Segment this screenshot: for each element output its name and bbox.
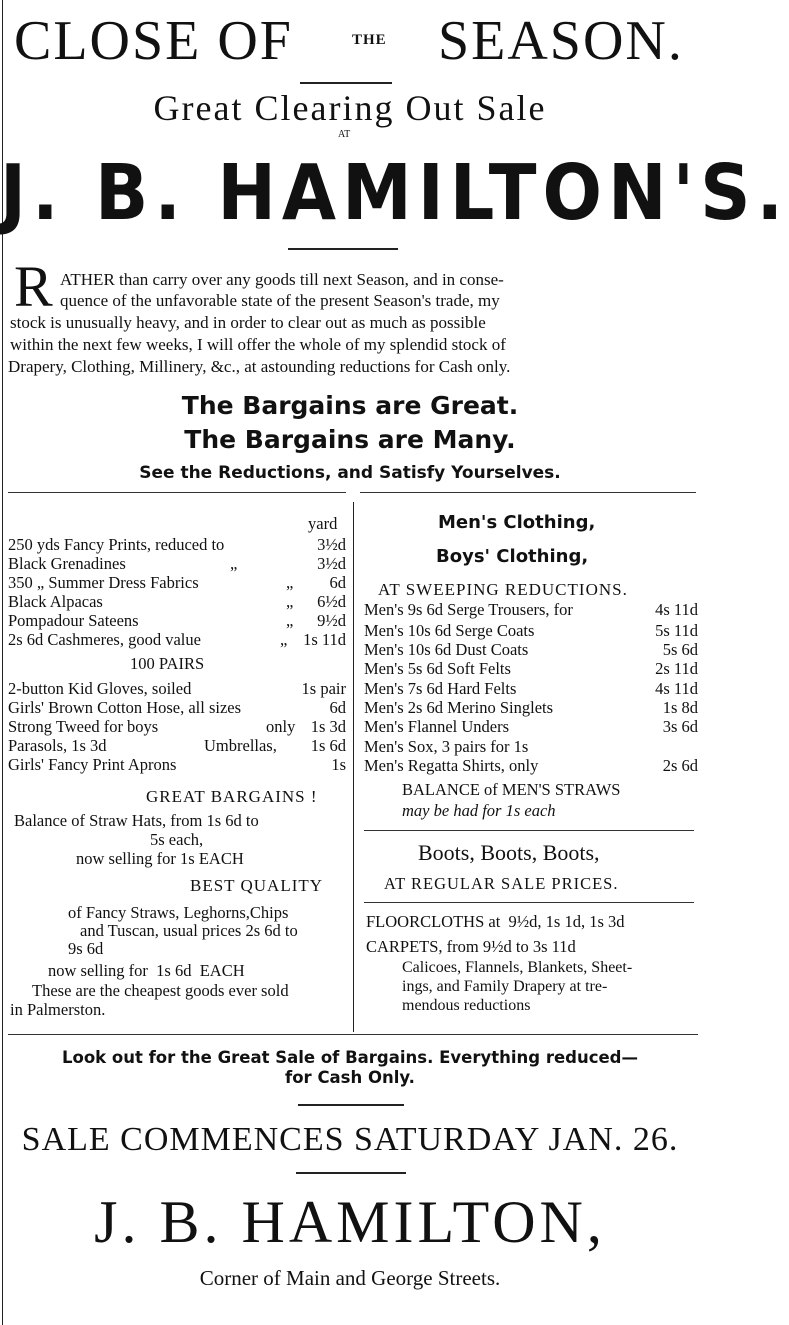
headline bbox=[0, 6, 700, 76]
firm-rule bbox=[288, 248, 398, 250]
slogan-see: See the Reductions, and Satisfy Yourselves. bbox=[139, 463, 561, 483]
pairs-price: 1s pair bbox=[301, 679, 346, 698]
mens-item: Men's 2s 6d Merino Singlets bbox=[364, 698, 554, 717]
lookout-line-1: Look out for the Great Sale of Bargains. Everything reduced— bbox=[62, 1048, 638, 1067]
header-rule bbox=[300, 82, 392, 84]
left-item-row bbox=[8, 630, 346, 649]
left-item-price: 3½d bbox=[317, 554, 346, 573]
pairs-label: Girls' Brown Cotton Hose, all sizes bbox=[8, 698, 242, 717]
mens-price: 5s 6d bbox=[662, 640, 698, 659]
floorcloths: FLOORCLOTHS at 9½d, 1s 1d, 1s 3d bbox=[366, 912, 625, 931]
mens-row bbox=[364, 659, 698, 678]
calicoes-line-2: ings, and Family Drapery at tre- bbox=[402, 978, 608, 995]
mens-item: Men's Regatta Shirts, only bbox=[364, 756, 539, 775]
intro-dropcap: R bbox=[14, 254, 53, 319]
cheapest-line-1: These are the cheapest goods ever sold bbox=[32, 981, 289, 1000]
may-be-had: may be had for 1s each bbox=[402, 801, 556, 820]
left-item-price: 6½d bbox=[317, 592, 346, 611]
pairs-note: Umbrellas, bbox=[204, 736, 277, 755]
slogan-many: The Bargains are Many. bbox=[184, 425, 516, 454]
fancy-line-2: and Tuscan, usual prices 2s 6d to bbox=[80, 921, 298, 940]
mens-item: Men's Sox, 3 pairs for 1s bbox=[364, 737, 529, 756]
intro-line-3: stock is unusually heavy, and in order to clear out as much as possible bbox=[10, 313, 486, 332]
balance-straws: BALANCE of MEN'S STRAWS bbox=[402, 780, 621, 799]
straw-line-1: Balance of Straw Hats, from 1s 6d to bbox=[14, 811, 259, 830]
mens-item: Men's 10s 6d Dust Coats bbox=[364, 640, 529, 659]
footer-name: J. B. HAMILTON, bbox=[94, 1189, 606, 1255]
mens-row bbox=[364, 621, 698, 640]
calicoes-line-1: Calicoes, Flannels, Blankets, Sheet- bbox=[402, 959, 633, 976]
mens-item: Men's 10s 6d Serge Coats bbox=[364, 621, 535, 640]
straw-line-2: 5s each, bbox=[150, 830, 204, 849]
great-bargains: GREAT BARGAINS ! bbox=[146, 787, 318, 806]
left-item-row bbox=[8, 535, 346, 554]
section-rule-top-right bbox=[360, 492, 696, 493]
intro-line-4: within the next few weeks, I will offer the whole of my splendid stock of bbox=[10, 335, 506, 354]
pairs-price: 6d bbox=[329, 698, 346, 717]
regular-prices: AT REGULAR SALE PRICES. bbox=[384, 874, 619, 893]
pairs-note: only bbox=[266, 717, 296, 736]
ditto-mark: „ bbox=[286, 573, 294, 592]
footer-rule bbox=[8, 1034, 698, 1035]
left-item-price: 1s 11d bbox=[303, 630, 346, 649]
pairs-row bbox=[8, 717, 346, 736]
mens-row bbox=[364, 737, 698, 756]
mens-price: 2s 6d bbox=[662, 756, 698, 775]
ditto-mark: „ bbox=[286, 592, 294, 611]
pairs-price: 1s 6d bbox=[310, 736, 346, 755]
mens-price: 1s 8d bbox=[662, 698, 698, 717]
mens-row bbox=[364, 756, 698, 775]
ditto-mark: „ bbox=[280, 630, 288, 649]
left-item-price: 3½d bbox=[317, 535, 346, 554]
slogan-great: The Bargains are Great. bbox=[181, 391, 519, 420]
firm-name: J. B. HAMILTON'S. bbox=[0, 147, 789, 238]
mens-item: Men's 5s 6d Soft Felts bbox=[364, 659, 511, 678]
carpets: CARPETS, from 9½d to 3s 11d bbox=[366, 937, 576, 956]
pairs-price: 1s bbox=[331, 755, 346, 774]
mens-price: 4s 11d bbox=[655, 679, 698, 698]
mens-price: 5s 11d bbox=[655, 621, 698, 640]
pairs-price: 1s 3d bbox=[310, 717, 346, 736]
mens-price: 4s 11d bbox=[655, 600, 698, 619]
mens-row bbox=[364, 679, 698, 698]
mens-item: Men's 7s 6d Hard Felts bbox=[364, 679, 517, 698]
left-item-row bbox=[8, 554, 346, 573]
mens-row bbox=[364, 640, 698, 659]
mens-row bbox=[364, 600, 698, 619]
intro-line-2: quence of the unfavorable state of the present Season's trade, my bbox=[60, 291, 500, 310]
pairs-label: Girls' Fancy Print Aprons bbox=[8, 755, 177, 774]
headline-close-of: CLOSE OF bbox=[14, 10, 293, 72]
lookout-line-2: for Cash Only. bbox=[285, 1068, 415, 1087]
name-rule bbox=[296, 1172, 406, 1174]
straw-line-3: now selling for 1s EACH bbox=[76, 849, 244, 868]
cheapest-line-2: in Palmerston. bbox=[10, 1000, 106, 1019]
pairs-row bbox=[8, 698, 346, 717]
boots-heading: Boots, Boots, Boots, bbox=[418, 840, 600, 865]
left-item-label: Pompadour Sateens bbox=[8, 611, 139, 630]
fancy-line-1: of Fancy Straws, Leghorns,Chips bbox=[68, 903, 289, 922]
mens-clothing: Men's Clothing, bbox=[438, 512, 596, 533]
column-divider bbox=[353, 502, 354, 1032]
pairs-row bbox=[8, 755, 346, 774]
boots-rule bbox=[364, 830, 694, 831]
pairs-label: Parasols, 1s 3d bbox=[8, 736, 107, 755]
pairs-row bbox=[8, 679, 346, 698]
mens-price: 2s 11d bbox=[655, 659, 698, 678]
left-item-row bbox=[8, 611, 346, 630]
mens-row bbox=[364, 698, 698, 717]
section-rule-top bbox=[8, 492, 346, 493]
left-item-label: Black Grenadines bbox=[8, 554, 126, 573]
intro-line-1: ATHER than carry over any goods till next Season, and in conse- bbox=[60, 270, 504, 289]
commences-rule bbox=[298, 1104, 404, 1106]
subtitle: Great Clearing Out Sale bbox=[153, 88, 547, 128]
left-item-label: Black Alpacas bbox=[8, 592, 103, 611]
now-selling: now selling for 1s 6d EACH bbox=[48, 961, 245, 980]
footer-address: Corner of Main and George Streets. bbox=[199, 1266, 501, 1290]
calicoes-line-3: mendous reductions bbox=[402, 997, 531, 1014]
sweeping-reductions: AT SWEEPING REDUCTIONS. bbox=[378, 580, 628, 599]
left-unit: yard bbox=[308, 514, 338, 533]
mens-item: Men's Flannel Unders bbox=[364, 717, 510, 736]
mens-row bbox=[364, 717, 698, 736]
mens-item: Men's 9s 6d Serge Trousers, for bbox=[364, 600, 573, 619]
headline-season: SEASON. bbox=[438, 10, 684, 72]
at-label: AT bbox=[338, 129, 351, 140]
pairs-row bbox=[8, 736, 346, 755]
left-item-label: 250 yds Fancy Prints, reduced to bbox=[8, 535, 225, 554]
left-item-label: 2s 6d Cashmeres, good value bbox=[8, 630, 201, 649]
sale-commences: SALE COMMENCES SATURDAY JAN. 26. bbox=[21, 1121, 679, 1158]
pairs-heading: 100 PAIRS bbox=[130, 654, 205, 673]
pairs-label: 2-button Kid Gloves, soiled bbox=[8, 679, 192, 698]
pairs-label: Strong Tweed for boys bbox=[8, 717, 159, 736]
headline-the: THE bbox=[352, 32, 387, 48]
left-item-label: 350 „ Summer Dress Fabrics bbox=[8, 573, 199, 592]
left-item-price: 9½d bbox=[317, 611, 346, 630]
intro-line-5: Drapery, Clothing, Millinery, &c., at astounding reductions for Cash only. bbox=[8, 357, 511, 376]
left-item-price: 6d bbox=[329, 573, 346, 592]
boys-clothing: Boys' Clothing, bbox=[436, 546, 589, 567]
mens-price: 3s 6d bbox=[662, 717, 698, 736]
fancy-line-3: 9s 6d bbox=[68, 939, 104, 958]
ditto-mark: „ bbox=[230, 554, 238, 573]
ditto-mark: „ bbox=[286, 611, 294, 630]
left-item-row bbox=[8, 573, 346, 592]
left-item-row bbox=[8, 592, 346, 611]
floor-rule bbox=[364, 902, 694, 903]
best-quality: BEST QUALITY bbox=[190, 876, 324, 895]
